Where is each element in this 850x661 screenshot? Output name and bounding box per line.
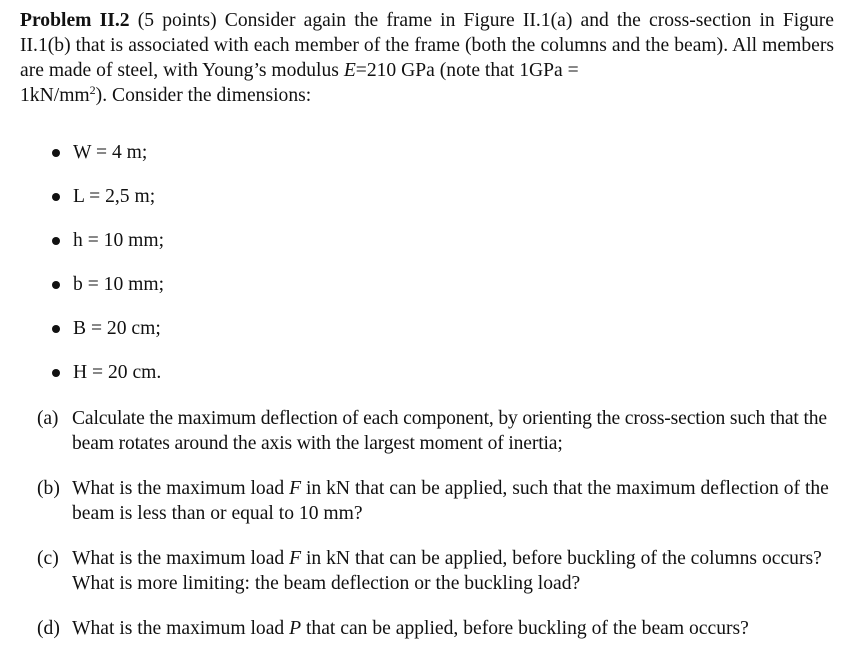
unit-exponent: 2 (89, 83, 96, 97)
question-label: (b) (37, 478, 60, 499)
bullet-icon (52, 281, 60, 289)
question-d (20, 616, 834, 641)
dimension-text: H = 20 cm. (73, 362, 162, 383)
question-variable: F (289, 548, 302, 569)
dimension-text: W = 4 m; (73, 142, 148, 163)
dimension-text: B = 20 cm; (73, 318, 161, 339)
problem-page (20, 8, 834, 661)
question-text-pre: What is the maximum load (72, 548, 290, 569)
question-variable: F (289, 478, 302, 499)
question-label: (c) (37, 548, 59, 569)
dimension-item (20, 307, 834, 351)
bullet-icon (52, 149, 60, 157)
question-text-pre: What is the maximum load (72, 618, 290, 639)
dimension-item (20, 175, 834, 219)
dimension-item (20, 131, 834, 175)
problem-points: (5 points) (137, 10, 217, 31)
question-b (20, 476, 834, 526)
question-label: (d) (37, 618, 60, 639)
problem-statement (20, 8, 834, 108)
dimension-item (20, 219, 834, 263)
modulus-symbol: E (343, 60, 356, 81)
question-text-post: that can be applied, before buckling of the beam occurs? (301, 618, 749, 639)
bullet-icon (52, 369, 60, 377)
question-text-pre: What is the maximum load (72, 478, 290, 499)
problem-title: Problem II.2 (20, 10, 130, 31)
dimension-text: L = 2,5 m; (73, 186, 156, 207)
unit-base: 1kN/mm (20, 85, 90, 106)
dimension-text: h = 10 mm; (73, 230, 165, 251)
question-a (20, 406, 834, 456)
problem-text-part2: =210 GPa (note that 1GPa = (355, 60, 579, 81)
unit-tail: ). Consider the dimensions: (95, 85, 312, 106)
question-text-post: in kN that can be applied, before buckling of the columns occurs? What is more limiting: the beam deflection or the buckling load? (72, 548, 822, 594)
dimension-text: b = 10 mm; (73, 274, 165, 295)
question-variable: P (289, 618, 302, 639)
problem-text-part1: Consider again the frame in Figure II.1(a) and the cross-section in Figure II.1(b) that is associated with each member of the frame (both the columns and the beam). All members are made of steel, with Young’s modulus (20, 10, 835, 81)
question-label: (a) (37, 408, 59, 429)
questions-list (20, 406, 834, 641)
dimensions-list (20, 131, 834, 395)
question-c (20, 546, 834, 596)
dimension-item (20, 351, 834, 395)
bullet-icon (52, 193, 60, 201)
dimension-item (20, 263, 834, 307)
question-text: Calculate the maximum deflection of each component, by orienting the cross-section such that the beam rotates around the axis with the largest moment of inertia; (72, 408, 827, 454)
bullet-icon (52, 325, 60, 333)
bullet-icon (52, 237, 60, 245)
question-text-post: in kN that can be applied, such that the maximum deflection of the beam is less than or equal to 10 mm? (72, 478, 829, 524)
